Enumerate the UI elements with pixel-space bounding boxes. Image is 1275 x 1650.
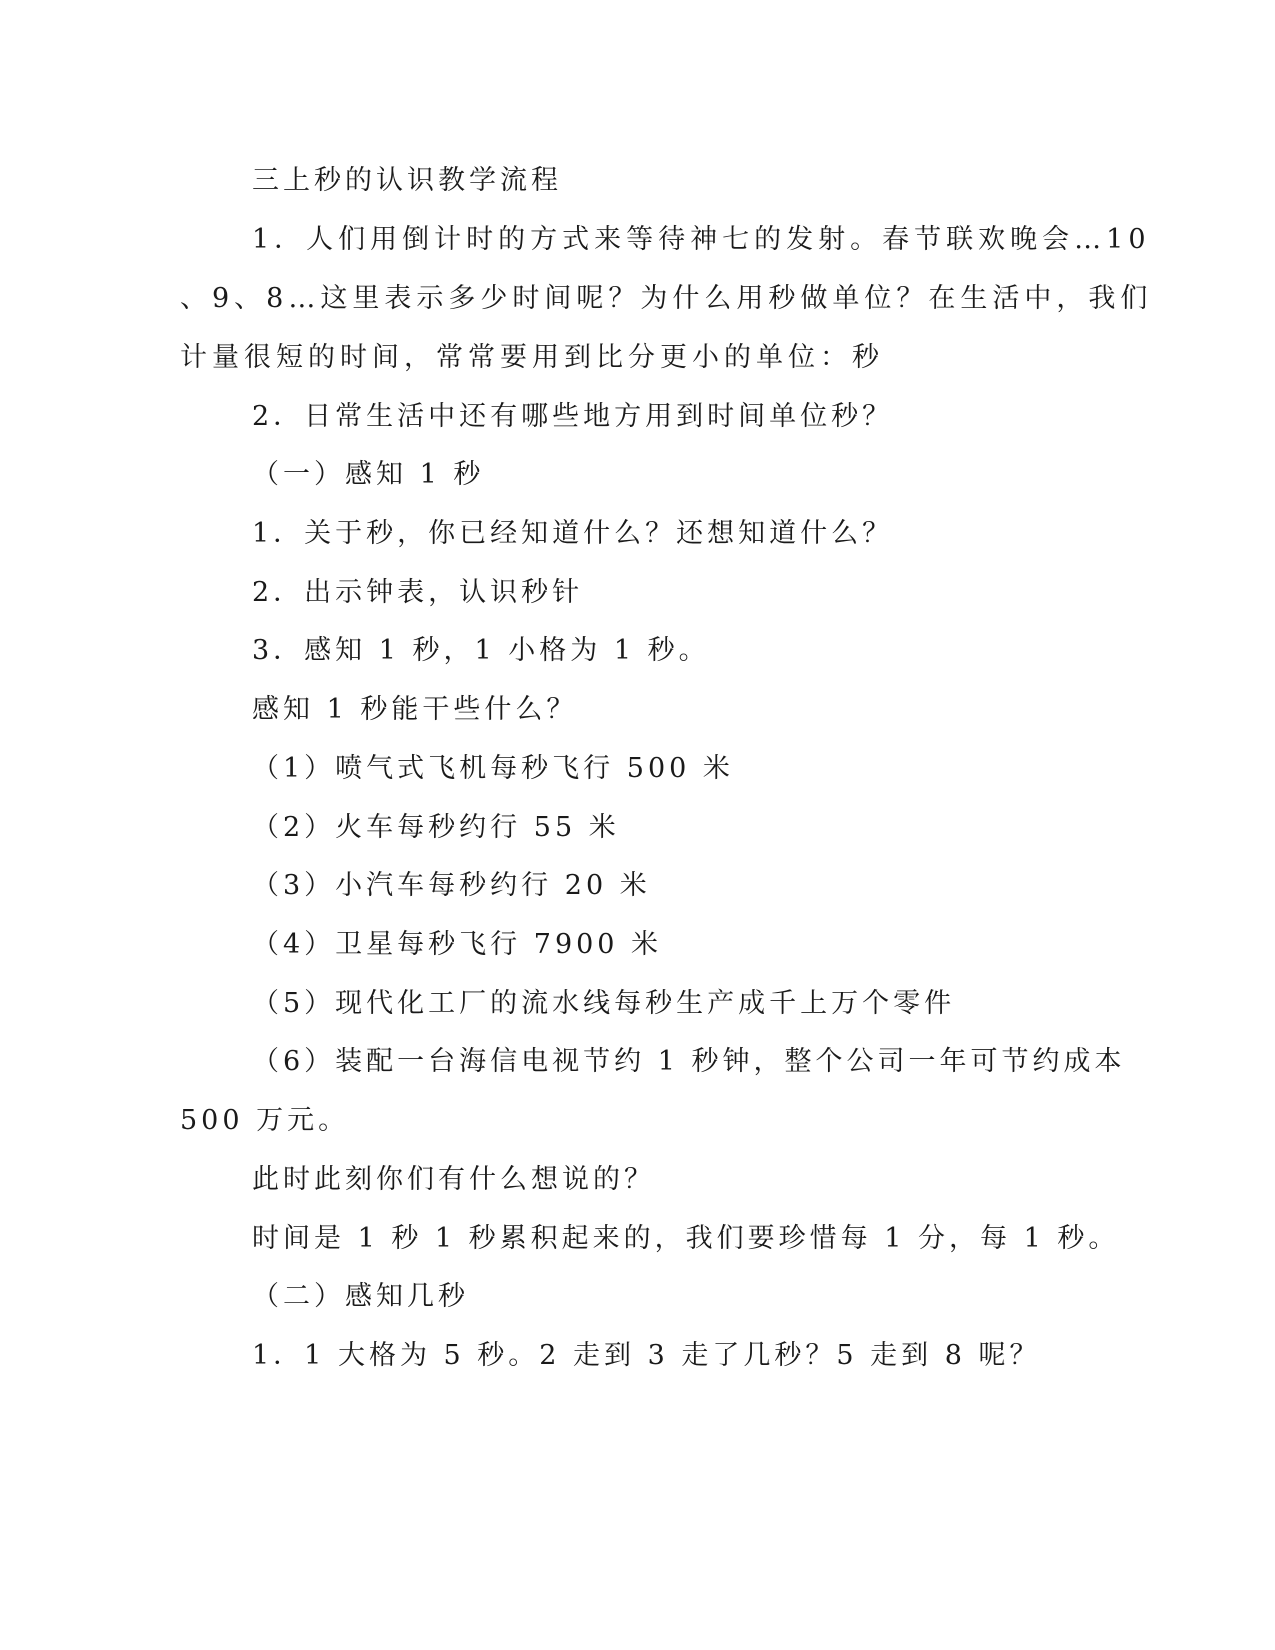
example-3: （3）小汽车每秒约行 20 米: [252, 870, 651, 901]
reflection-answer: 时间是 1 秒 1 秒累积起来的，我们要珍惜每 1 分，每 1 秒。: [252, 1223, 1120, 1254]
section1-item-3: 3．感知 1 秒，1 小格为 1 秒。: [252, 635, 710, 666]
document-title: 三上秒的认识教学流程: [252, 165, 562, 196]
example-1: （1）喷气式飞机每秒飞行 500 米: [252, 753, 734, 784]
section-heading-2: （二）感知几秒: [252, 1281, 469, 1312]
section-heading-1: （一）感知 1 秒: [252, 459, 485, 490]
section1-question: 感知 1 秒能干些什么？: [252, 694, 578, 725]
example-5: （5）现代化工厂的流水线每秒生产成千上万个零件: [252, 988, 956, 1019]
example-6-line-2: 500 万元。: [180, 1105, 350, 1136]
intro-paragraph-1-line-3: 计量很短的时间，常常要用到比分更小的单位：秒: [180, 342, 884, 373]
example-6-line-1: （6）装配一台海信电视节约 1 秒钟，整个公司一年可节约成本: [252, 1046, 1126, 1077]
intro-paragraph-2: 2．日常生活中还有哪些地方用到时间单位秒？: [252, 401, 894, 432]
section1-item-1: 1．关于秒，你已经知道什么？还想知道什么？: [252, 518, 894, 549]
section1-item-2: 2．出示钟表，认识秒针: [252, 577, 584, 608]
intro-paragraph-1-line-2: 、9、8…这里表示多少时间呢？为什么用秒做单位？在生活中，我们: [180, 283, 1153, 314]
section2-item-1: 1．1 大格为 5 秒。2 走到 3 走了几秒？5 走到 8 呢？: [252, 1340, 1041, 1371]
reflection-question: 此时此刻你们有什么想说的？: [252, 1164, 655, 1195]
example-2: （2）火车每秒约行 55 米: [252, 812, 620, 843]
intro-paragraph-1-line-1: 1．人们用倒计时的方式来等待神七的发射。春节联欢晚会…10: [252, 224, 1151, 255]
example-4: （4）卫星每秒飞行 7900 米: [252, 929, 663, 960]
